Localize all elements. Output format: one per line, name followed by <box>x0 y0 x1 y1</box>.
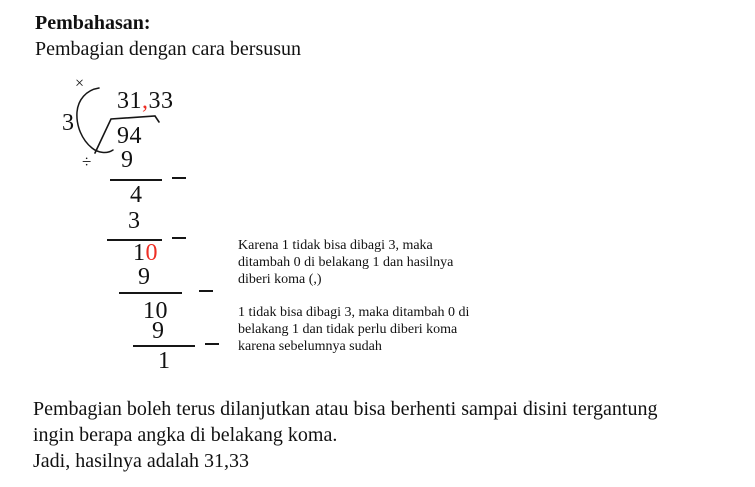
annotation-line: Karena 1 tidak bisa dibagi 3, maka <box>238 238 433 253</box>
work-row: 10 <box>143 298 168 324</box>
subtraction-line <box>110 179 162 181</box>
quotient-decimals: 33 <box>148 88 174 114</box>
work-row: 9 <box>152 318 165 344</box>
page-subtitle: Pembagian dengan cara bersusun <box>35 38 302 60</box>
conclusion-line: ingin berapa angka di belakang koma. <box>33 424 338 446</box>
annotation-line: 1 tidak bisa dibagi 3, maka ditambah 0 di <box>238 305 470 320</box>
minus-sign <box>199 290 213 292</box>
quotient-integer: 31 <box>117 88 142 114</box>
added-zero-digit: 0 <box>145 240 158 266</box>
work-row-with-added-zero <box>133 241 158 265</box>
header <box>35 10 301 62</box>
divide-icon: ÷ <box>82 152 92 171</box>
work-row: 9 <box>138 264 151 290</box>
subtraction-line <box>133 345 195 347</box>
minus-sign <box>205 343 219 345</box>
conclusion-paragraph <box>33 396 657 474</box>
final-remainder: 1 <box>158 348 171 374</box>
work-digit: 1 <box>133 240 146 266</box>
annotation-line: diberi koma (,) <box>238 272 322 287</box>
conclusion-line: Pembagian boleh terus dilanjutkan atau bisa berhenti sampai disini tergantung <box>33 398 658 420</box>
work-row: 9 <box>121 147 134 173</box>
annotation-line: karena sebelumnya sudah <box>238 339 382 354</box>
conclusion-result: Jadi, hasilnya adalah 31,33 <box>33 450 250 472</box>
work-row: 3 <box>128 208 141 234</box>
divisor: 3 <box>62 110 75 136</box>
cycle-arc <box>77 88 113 152</box>
annotation-line: belakang 1 dan tidak perlu diberi koma <box>238 322 458 337</box>
subtraction-line <box>119 292 182 294</box>
annotation-line: ditambah 0 di belakang 1 dan hasilnya <box>238 255 454 270</box>
quotient-comma: , <box>142 88 149 114</box>
page-title: Pembahasan: <box>35 12 151 34</box>
minus-sign <box>172 177 186 179</box>
quotient <box>117 89 174 113</box>
annotation-first-zero <box>238 237 453 288</box>
work-row: 4 <box>130 182 143 208</box>
multiply-icon: × <box>75 75 85 92</box>
annotation-second-zero <box>238 304 469 355</box>
dividend: 94 <box>117 123 142 149</box>
minus-sign <box>172 237 186 239</box>
